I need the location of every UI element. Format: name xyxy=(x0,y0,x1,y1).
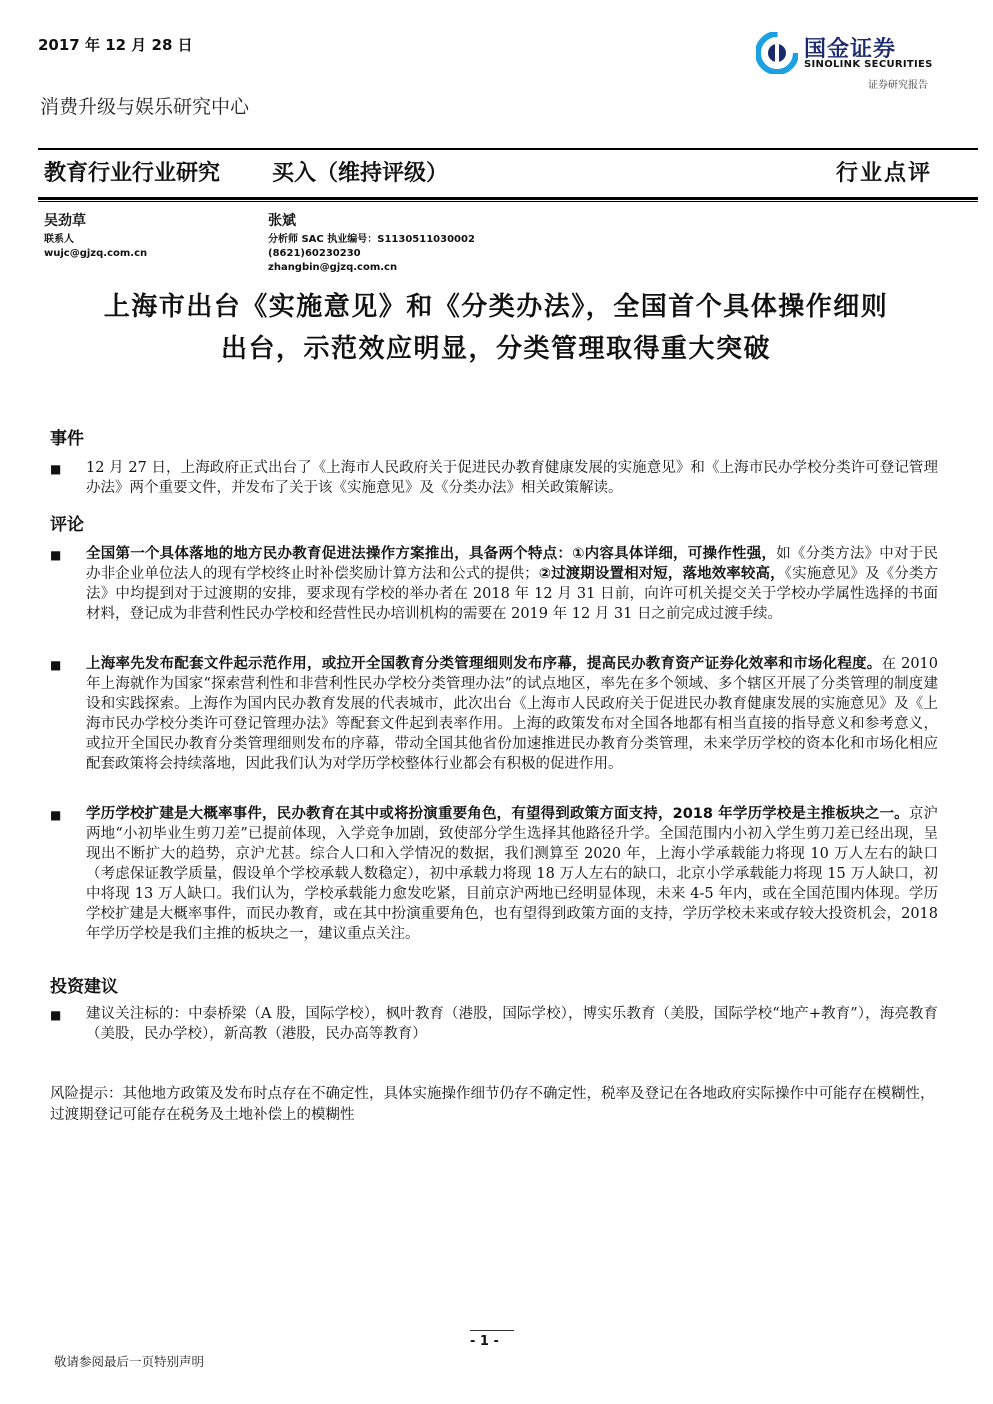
author-role: 分析师 SAC 执业编号：S1130511030002 xyxy=(268,234,475,245)
section-heading-comment: 评论 xyxy=(50,515,84,535)
author-role: 联系人 xyxy=(44,234,74,245)
comment-text: 京沪两地“小初毕业生剪刀差”已提前体现，入学竞争加剧，致使部分学生选择其他路径升学。全国范围内小初入学生剪刀差已经出现，呈现出不断扩大的趋势，京沪尤甚。综合人口和入学情况的数据，我们测算至 2020 年，上海小学承载能力将现 10 万人左右的缺口（考虑保证教学质量，假设单个学校承载人数稳定），初中承载力将现 18 万人左右的缺口，北京小学承载能力将现 15 万人缺口，初中将现 13 万人缺口。我们认为，学校承载能力愈发吃紧，目前京沪两地已经明显体现，未来 4-5 年内，或在全国范围内体现。学历学校扩建是大概率事件，而民办教育，或在其中扮演重要角色，也有望得到政策方面的支持，学历学校未来或存较大投资机会，2018 年学历学校是我们主推的板块之一，建议重点关注。 xyxy=(86,806,938,942)
comment-text: 在 2010 年上海就作为国家“探索营利性和非营利性民办学校分类管理办法”的试点地区，率先在多个领域、多个辖区开展了分类管理的制度建设和实践探索。上海作为国内民办教育发展的代表城市，此次出台《上海市人民政府关于促进民办教育健康发展的实施意见》及《上海市民办学校分类许可登记管理办法》等配套文件起到表率作用。上海的政策发布对全国各地都有相当直接的指导意义和参考意义，或拉开全国民办教育分类管理细则发布的序幕，带动全国其他省份加速推进民办教育分类管理，未来学历学校的资本化和市场化相应配套政策将会持续落地，因此我们认为对学历学校整体行业都会有积极的促进作用。 xyxy=(86,656,938,772)
comment-text: 如《分类方法》中对于民办非企业单位法人的现有学校终止时补偿奖励计算方法和公式的提供； xyxy=(86,546,939,582)
comment-lead: ②过渡期设置相对短，落地效率较高， xyxy=(538,566,785,582)
divider xyxy=(38,197,978,200)
invest-paragraph: 建议关注标的：中泰桥梁（A 股，国际学校），枫叶教育（港股，国际学校），博实乐教育（美股，国际学校“地产+教育”），海亮教育（美股，民办学校），新高教（港股，民办高等教育） xyxy=(86,1006,938,1042)
risk-warning: 风险提示：其他地方政策及发布时点存在不确定性，具体实施操作细节仍存不确定性，税率及登记在各地政府实际操作中可能存在模糊性，过渡期登记可能存在税务及土地补偿上的模糊性 xyxy=(50,1086,935,1123)
section-heading-invest: 投资建议 xyxy=(50,977,118,997)
comment-paragraph-3 xyxy=(86,804,938,944)
disclaimer-note: 敬请参阅最后一页特别声明 xyxy=(54,1354,205,1369)
logo-english-name: SINOLINK SECURITIES xyxy=(804,59,933,70)
title-line-1: 上海市出台《实施意见》和《分类办法》，全国首个具体操作细则 xyxy=(103,292,889,322)
comment-text: 《实施意见》及《分类方法》中均提到对于过渡期的安排，要求现有学校的举办者在 2018 年 12 月 31 日前，向许可机关提交关于学校办学属性选择的书面材料，登记成为非营利性民办学校和经营性民办培训机构的需要在 2019 年 12 月 31 日之前完成过渡手续。 xyxy=(86,566,939,622)
page-number-rule xyxy=(470,1330,514,1331)
bullet-icon: ■ xyxy=(50,658,62,672)
research-center: 消费升级与娱乐研究中心 xyxy=(40,96,250,118)
report-date: 2017 年 12 月 28 日 xyxy=(38,36,193,54)
event-paragraph: 12 月 27 日，上海政府正式出台了《上海市人民政府关于促进民办教育健康发展的实施意见》和《上海市民办学校分类许可登记管理办法》两个重要文件，并发布了关于该《实施意见》及《分类办法》相关政策解读。 xyxy=(86,460,938,496)
industry-title: 教育行业行业研究 xyxy=(44,161,221,186)
company-logo xyxy=(756,30,946,92)
author-name: 吴劲草 xyxy=(44,213,86,229)
rating: 买入（维持评级） xyxy=(272,161,449,186)
sinolink-logo-icon xyxy=(756,32,798,74)
comment-lead: 全国第一个具体落地的地方民办教育促进法操作方案推出，具备两个特点：①内容具体详细，可操作性强， xyxy=(86,546,777,562)
report-title xyxy=(40,286,952,370)
document-type: 行业点评 xyxy=(836,160,933,186)
author-2 xyxy=(268,210,475,275)
comment-lead: 上海率先发布配套文件起示范作用，或拉开全国教育分类管理细则发布序幕，提高民办教育资产证券化效率和市场化程度。 xyxy=(86,656,882,672)
author-phone: (8621)60230230 xyxy=(268,248,361,259)
page-number: - 1 - xyxy=(470,1334,499,1349)
section-heading-event: 事件 xyxy=(50,429,84,449)
comment-lead: 学历学校扩建是大概率事件，民办教育在其中或将扮演重要角色，有望得到政策方面支持，2018 年学历学校是主推板块之一。 xyxy=(86,806,909,822)
author-email[interactable]: zhangbin@gjzq.com.cn xyxy=(268,262,398,273)
bullet-icon: ■ xyxy=(50,462,62,476)
title-line-2: 出台，示范效应明显，分类管理取得重大突破 xyxy=(220,334,771,364)
author-name: 张斌 xyxy=(268,213,296,229)
bullet-icon: ■ xyxy=(50,808,62,822)
divider xyxy=(38,201,978,202)
bullet-icon: ■ xyxy=(50,1008,62,1022)
comment-paragraph-1 xyxy=(86,544,938,624)
bullet-icon: ■ xyxy=(50,548,62,562)
logo-chinese-name: 国金证券 xyxy=(804,37,897,62)
author-1 xyxy=(44,210,147,261)
divider xyxy=(38,148,978,150)
author-email[interactable]: wujc@gjzq.com.cn xyxy=(44,248,148,259)
comment-paragraph-2 xyxy=(86,654,938,774)
logo-subtitle: 证券研究报告 xyxy=(868,80,928,91)
